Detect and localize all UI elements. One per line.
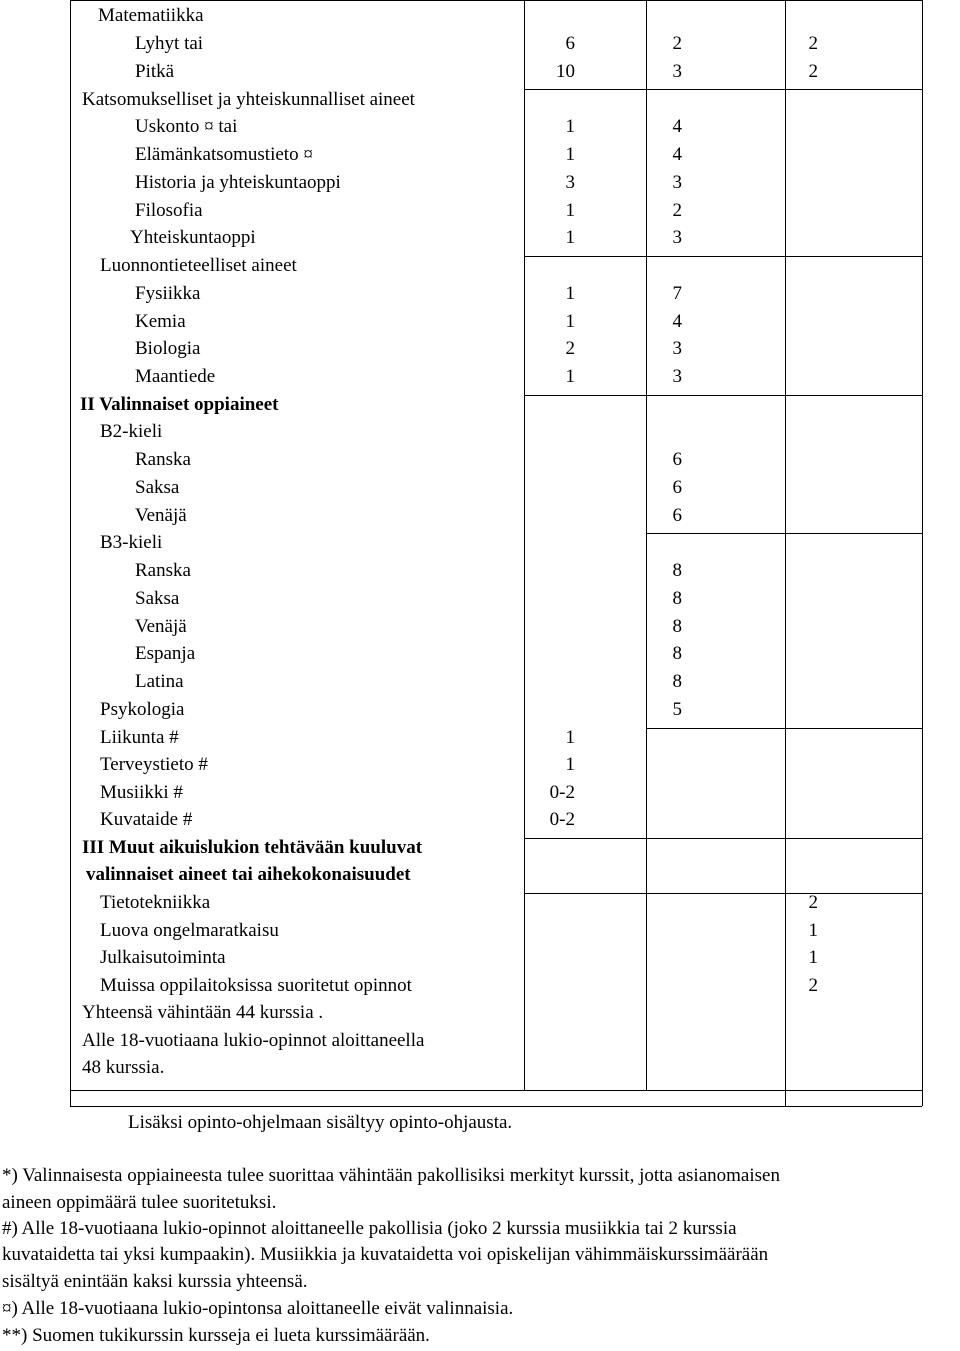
table-row-label: Uskonto ¤ tai — [135, 116, 238, 137]
table-cell-c2: 3 — [672, 61, 682, 82]
table-row-label: Biologia — [135, 338, 201, 359]
table-row-label: Luova ongelmaratkaisu — [100, 920, 279, 941]
table-row-label: Saksa — [135, 588, 180, 609]
footnote-line: sisältyä enintään kaksi kurssia yhteensä. — [2, 1271, 308, 1292]
table-row-label: Julkaisutoiminta — [100, 947, 226, 968]
table-cell-c1: 3 — [565, 172, 575, 193]
table-row-label: B2-kieli — [100, 421, 163, 442]
table-cell-c2: 3 — [672, 227, 682, 248]
table-row-label: Lyhyt tai — [135, 33, 204, 54]
table-row-label: Katsomukselliset ja yhteiskunnalliset aineet — [82, 89, 415, 110]
table-cell-c2: 5 — [672, 699, 682, 720]
table-row-label: Filosofia — [135, 200, 203, 221]
table-row-label: Luonnontieteelliset aineet — [100, 255, 297, 276]
table-cell-c1: 1 — [565, 200, 575, 221]
footnote-line: #) Alle 18-vuotiaana lukio-opinnot aloittaneelle pakollisia (joko 2 kurssia musiikkia tai 2 kurssia — [2, 1218, 737, 1239]
table-row-label: Terveystieto # — [100, 754, 208, 775]
table-cell-c1: 10 — [556, 61, 575, 82]
table-cell-c1: 0-2 — [549, 782, 575, 803]
table-row-label: Fysiikka — [135, 283, 201, 304]
table-cell-c2: 6 — [672, 477, 682, 498]
table-cell-c3: 2 — [808, 975, 818, 996]
table-row-label: Ranska — [135, 560, 191, 581]
additional-note: Lisäksi opinto-ohjelmaan sisältyy opinto-ohjausta. — [128, 1112, 513, 1133]
footnote-line: **) Suomen tukikurssin kursseja ei lueta kurssimäärään. — [2, 1325, 430, 1346]
table-row-label: Musiikki # — [100, 782, 183, 803]
table-row-label: Matematiikka — [98, 5, 204, 26]
table-cell-c1: 6 — [565, 33, 575, 54]
table-cell-c2: 4 — [672, 144, 682, 165]
table-cell-c2: 8 — [672, 560, 682, 581]
table-cell-c3: 2 — [808, 61, 818, 82]
table-cell-c1: 1 — [565, 144, 575, 165]
table-row-label: Latina — [135, 671, 184, 692]
table-cell-c2: 3 — [672, 338, 682, 359]
table-row-label: Yhteensä vähintään 44 kurssia . — [82, 1002, 324, 1023]
table-row-label: II Valinnaiset oppiaineet — [80, 394, 279, 415]
table-row-label: Liikunta # — [100, 727, 179, 748]
table-cell-c1: 0-2 — [549, 809, 575, 830]
table-cell-c1: 1 — [565, 283, 575, 304]
table-cell-c2: 3 — [672, 172, 682, 193]
table-row-label: 48 kurssia. — [82, 1057, 165, 1078]
table-row-label: Muissa oppilaitoksissa suoritetut opinnot — [100, 975, 412, 996]
table-row-label: Kuvataide # — [100, 809, 193, 830]
table-row-label: Venäjä — [135, 505, 187, 526]
table-row-label: Tietotekniikka — [100, 892, 211, 913]
table-cell-c2: 4 — [672, 116, 682, 137]
table-cell-c1: 1 — [565, 366, 575, 387]
table-cell-c1: 1 — [565, 311, 575, 332]
table-cell-c1: 1 — [565, 754, 575, 775]
table-cell-c1: 1 — [565, 727, 575, 748]
footnote-line: ¤) Alle 18-vuotiaana lukio-opintonsa aloittaneelle eivät valinnaisia. — [2, 1298, 514, 1319]
table-row-label: III Muut aikuislukion tehtävään kuuluvat — [82, 837, 423, 858]
footnote-line: aineen oppimäärä tulee suoritetuksi. — [2, 1192, 277, 1213]
table-row-label: Alle 18-vuotiaana lukio-opinnot aloittaneella — [82, 1030, 425, 1051]
table-cell-c2: 8 — [672, 643, 682, 664]
table-row-label: Espanja — [135, 643, 196, 664]
table-cell-c2: 8 — [672, 671, 682, 692]
table-cell-c2: 6 — [672, 505, 682, 526]
table-row-label: Ranska — [135, 449, 191, 470]
table-cell-c2: 8 — [672, 616, 682, 637]
table-cell-c2: 7 — [672, 283, 682, 304]
footnote-line: kuvataidetta tai yksi kumpaakin). Musiikkia ja kuvataidetta voi opiskelijan vähimmäiskurssimäärään — [2, 1244, 769, 1265]
table-cell-c2: 3 — [672, 366, 682, 387]
table-row-label: Historia ja yhteiskuntaoppi — [135, 172, 341, 193]
table-row-label: Kemia — [135, 311, 186, 332]
table-cell-c1: 1 — [565, 116, 575, 137]
table-row-label: Yhteiskuntaoppi — [130, 227, 256, 248]
table-cell-c1: 2 — [565, 338, 575, 359]
table-row-label: Elämänkatsomustieto ¤ — [135, 144, 313, 165]
table-row-label: Pitkä — [135, 61, 175, 82]
table-cell-c2: 6 — [672, 449, 682, 470]
table-cell-c3: 2 — [808, 892, 818, 913]
table-cell-c2: 4 — [672, 311, 682, 332]
table-cell-c3: 1 — [808, 947, 818, 968]
table-cell-c2: 2 — [672, 200, 682, 221]
table-cell-c3: 1 — [808, 920, 818, 941]
table-row-label: Saksa — [135, 477, 180, 498]
table-row-label: Maantiede — [135, 366, 216, 387]
table-row-label: Psykologia — [100, 699, 185, 720]
table-cell-c3: 2 — [808, 33, 818, 54]
footnote-line: *) Valinnaisesta oppiaineesta tulee suorittaa vähintään pakollisiksi merkityt kurssit, jotta asianomaisen — [2, 1165, 780, 1186]
table-cell-c1: 1 — [565, 227, 575, 248]
table-row-label: valinnaiset aineet tai aihekokonaisuudet — [86, 864, 411, 885]
table-row-label: B3-kieli — [100, 532, 163, 553]
table-cell-c2: 8 — [672, 588, 682, 609]
table-cell-c2: 2 — [672, 33, 682, 54]
table-row-label: Venäjä — [135, 616, 187, 637]
